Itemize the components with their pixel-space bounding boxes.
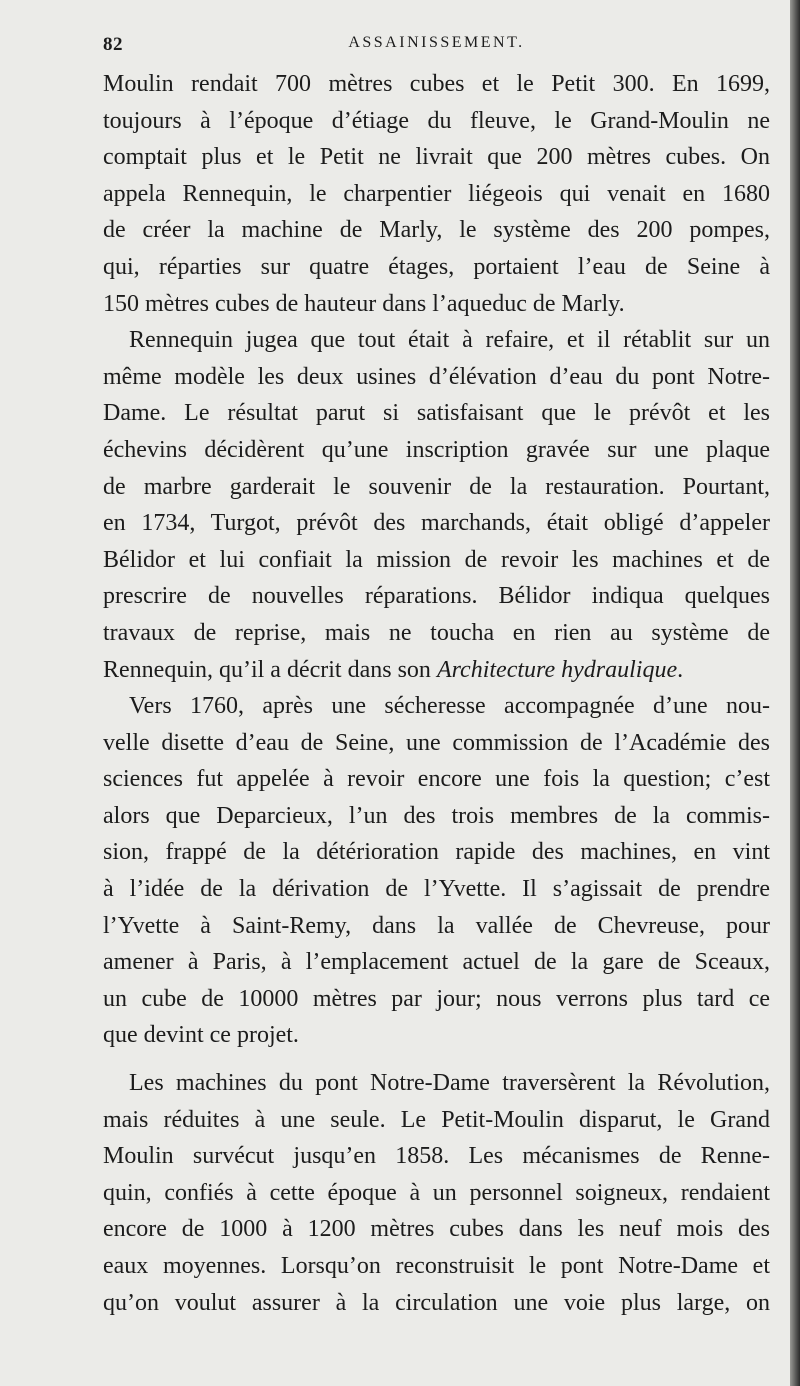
text-line: appela Rennequin, le charpentier liégeois qui venait en 1680 <box>103 180 770 207</box>
body-text <box>103 66 770 1321</box>
text-line: Dame. Le résultat parut si satisfaisant que le prévôt et les <box>103 400 770 427</box>
text-line: qui, réparties sur quatre étages, portaient l’eau de Seine à <box>103 253 770 280</box>
text-line: Moulin survécut jusqu’en 1858. Les mécanismes de Renne- <box>103 1143 770 1170</box>
text-line: sion, frappé de la détérioration rapide des machines, en vint <box>103 839 770 866</box>
book-title-italic: Architecture hydraulique <box>436 656 678 683</box>
text-line: quin, confiés à cette époque à un personnel soigneux, rendaient <box>103 1179 770 1206</box>
text-line: 150 mètres cubes de hauteur dans l’aqueduc de Marly. <box>103 290 625 317</box>
text-line: l’Yvette à Saint-Remy, dans la vallée de Chevreuse, pour <box>103 912 770 939</box>
text-line: Vers 1760, après une sécheresse accompagnée d’une nou- <box>129 693 770 720</box>
text-line: mais réduites à une seule. Le Petit-Moulin disparut, le Grand <box>103 1106 770 1133</box>
text-line: toujours à l’époque d’étiage du fleuve, le Grand-Moulin ne <box>103 107 770 134</box>
text-line-with-italic-title <box>103 652 770 689</box>
paragraph-gap <box>103 1054 770 1065</box>
text-fragment: Rennequin, qu’il a décrit dans son <box>103 656 437 683</box>
text-line: à l’idée de la dérivation de l’Yvette. Il s’agissait de prendre <box>103 876 770 903</box>
text-line: que devint ce projet. <box>103 1022 299 1049</box>
text-line: même modèle les deux usines d’élévation d’eau du pont Notre- <box>103 363 770 390</box>
text-line: Rennequin jugea que tout était à refaire, et il rétablit sur un <box>129 327 770 354</box>
text-line: encore de 1000 à 1200 mètres cubes dans les neuf mois des <box>103 1216 770 1243</box>
text-line: échevins décidèrent qu’une inscription gravée sur une plaque <box>103 436 770 463</box>
page-edge <box>790 0 800 1386</box>
text-line: qu’on voulut assurer à la circulation une voie plus large, on <box>103 1289 770 1316</box>
text-line: en 1734, Turgot, prévôt des marchands, était obligé d’appeler <box>103 510 770 537</box>
text-line: un cube de 10000 mètres par jour; nous verrons plus tard ce <box>103 985 770 1012</box>
text-line: de marbre garderait le souvenir de la restauration. Pourtant, <box>103 473 770 500</box>
text-line: de créer la machine de Marly, le système des 200 pompes, <box>103 217 770 244</box>
text-line: eaux moyennes. Lorsqu’on reconstruisit le pont Notre-Dame et <box>103 1253 770 1279</box>
text-line: travaux de reprise, mais ne toucha en rien au système de <box>103 619 770 646</box>
text-line: sciences fut appelée à revoir encore une fois la question; c’est <box>103 766 770 793</box>
page-header <box>103 34 770 58</box>
text-line: prescrire de nouvelles réparations. Bélidor indiqua quelques <box>103 583 770 610</box>
text-line: amener à Paris, à l’emplacement actuel de la gare de Sceaux, <box>103 949 770 976</box>
page-number: 82 <box>103 34 123 55</box>
text-line: Moulin rendait 700 mètres cubes et le Petit 300. En 1699, <box>103 71 770 97</box>
text-line: velle disette d’eau de Seine, une commission de l’Académie des <box>103 729 770 756</box>
text-line: Les machines du pont Notre-Dame traversèrent la Révolution, <box>129 1070 770 1097</box>
text-fragment: . <box>677 656 684 683</box>
running-title: ASSAINISSEMENT. <box>348 34 525 51</box>
text-line: Bélidor et lui confiait la mission de revoir les machines et de <box>103 546 770 573</box>
text-line: alors que Deparcieux, l’un des trois membres de la commis- <box>103 802 770 829</box>
text-line: comptait plus et le Petit ne livrait que 200 mètres cubes. On <box>103 144 770 171</box>
